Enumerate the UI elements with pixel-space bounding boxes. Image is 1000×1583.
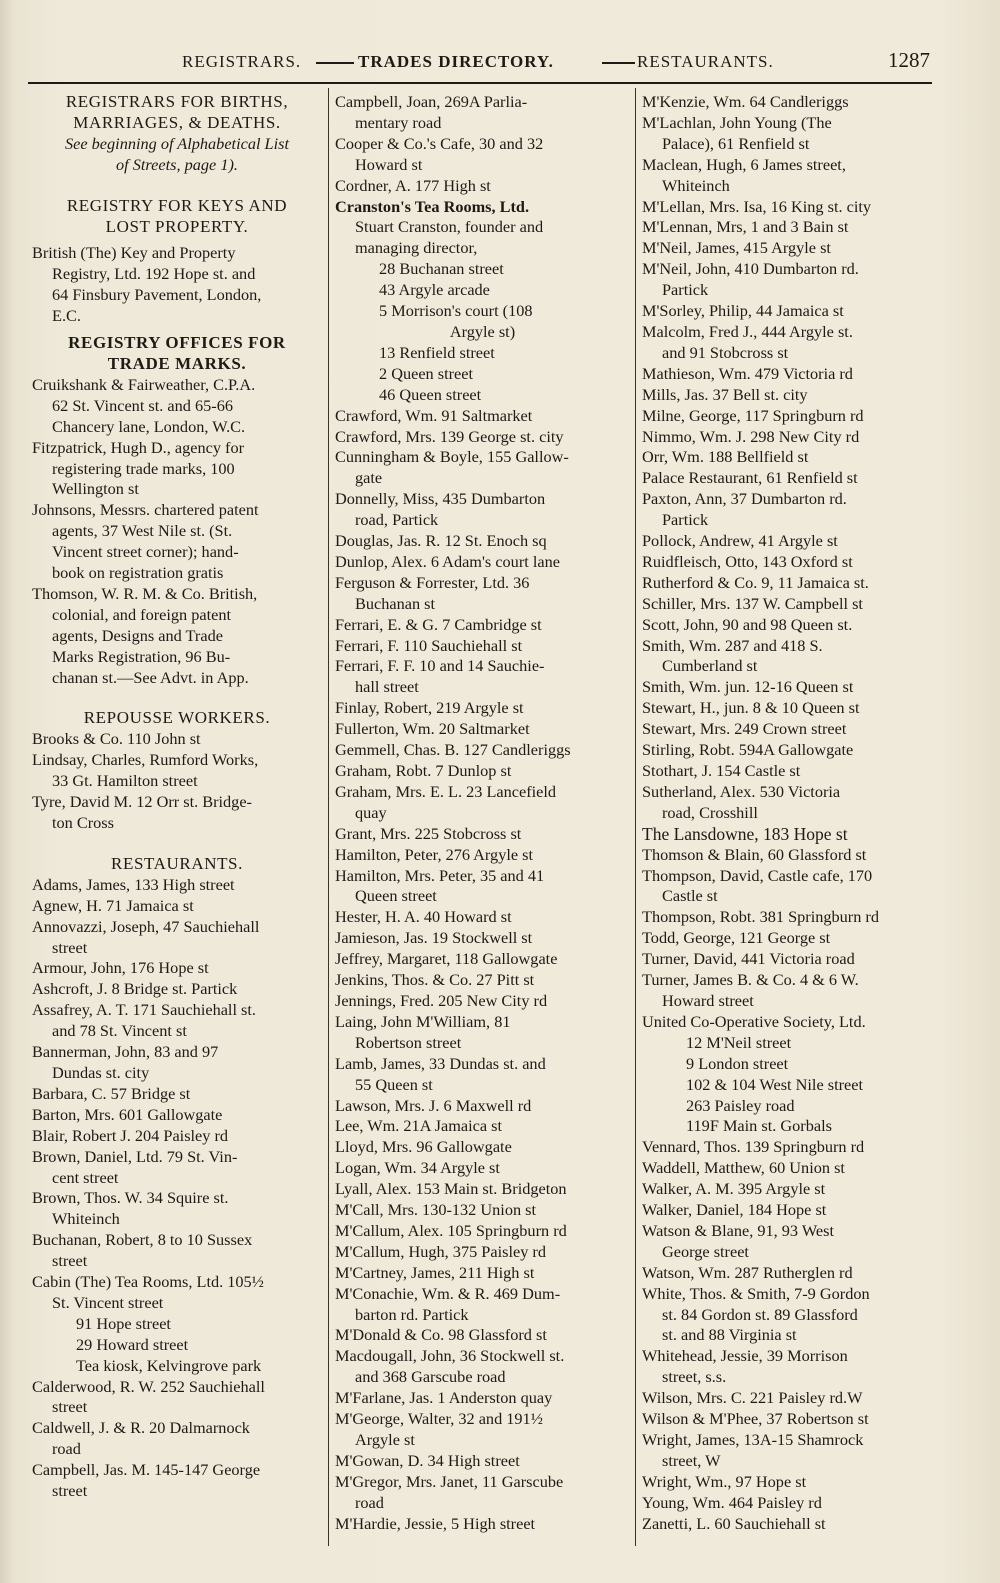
directory-entry: M'Sorley, Philip, 44 Jamaica st <box>642 301 844 321</box>
directory-entry: Wilson, Mrs. C. 221 Paisley rd.W <box>642 1388 863 1408</box>
entry-continuation: ton Cross <box>52 813 114 832</box>
entry-continuation: colonial, and foreign patent <box>52 604 232 624</box>
section-heading: REGISTRARS FOR BIRTHS, <box>65 92 289 111</box>
entry-continuation: hall street <box>355 677 419 697</box>
directory-entry: Ferguson & Forrester, Ltd. 36 <box>335 572 530 592</box>
directory-entry: Pollock, Andrew, 41 Argyle st <box>642 531 838 551</box>
directory-entry: M'Lellan, Mrs. Isa, 16 King st. city <box>642 196 872 216</box>
directory-entry: Thomson & Blain, 60 Glassford st <box>642 844 867 864</box>
directory-entry: Stewart, Mrs. 249 Crown street <box>642 719 847 739</box>
directory-entry: Cunningham & Boyle, 155 Gallow- <box>335 447 569 467</box>
entry-continuation: road <box>355 1492 384 1512</box>
branch-address: 91 Hope street <box>76 1313 171 1333</box>
directory-entry: Mills, Jas. 37 Bell st. city <box>642 384 808 404</box>
directory-entry: Thompson, David, Castle cafe, 170 <box>642 865 873 885</box>
directory-entry: Wright, Wm., 97 Hope st <box>642 1471 807 1491</box>
entry-continuation: agents, 37 West Nile st. (St. <box>52 521 233 541</box>
directory-entry: The Lansdowne, 183 Hope st <box>642 823 848 844</box>
directory-entry: Grant, Mrs. 225 Stobcross st <box>335 823 522 843</box>
branch-address: 43 Argyle arcade <box>379 280 490 300</box>
column-divider <box>328 88 329 1546</box>
directory-entry: Cooper & Co.'s Cafe, 30 and 32 <box>335 133 544 153</box>
branch-address: 102 & 104 West Nile street <box>686 1074 864 1094</box>
directory-entry: Turner, David, 441 Victoria road <box>642 949 855 969</box>
cross-reference-note: of Streets, page 1). <box>116 154 238 174</box>
header-right: RESTAURANTS. <box>637 52 774 71</box>
directory-entry: White, Thos. & Smith, 7-9 Gordon <box>642 1283 870 1303</box>
directory-entry: Hamilton, Peter, 276 Argyle st <box>335 844 534 864</box>
directory-entry: Zanetti, L. 60 Sauchiehall st <box>642 1513 826 1533</box>
directory-entry: Fullerton, Wm. 20 Saltmarket <box>335 719 530 739</box>
directory-entry: M'Kenzie, Wm. 64 Candleriggs <box>642 92 849 111</box>
directory-entry: M'Callum, Hugh, 375 Paisley rd <box>335 1241 546 1261</box>
directory-entry: Walker, Daniel, 184 Hope st <box>642 1200 827 1220</box>
directory-entry: Assafrey, A. T. 171 Sauchiehall st. <box>32 1000 256 1020</box>
entry-continuation: Howard street <box>662 990 754 1010</box>
directory-entry: Crawford, Mrs. 139 George st. city <box>335 426 564 446</box>
directory-entry: Smith, Wm. jun. 12-16 Queen st <box>642 677 854 697</box>
directory-entry: Walker, A. M. 395 Argyle st <box>642 1179 826 1199</box>
entry-continuation: gate <box>355 468 383 488</box>
branch-address: 28 Buchanan street <box>379 259 504 279</box>
entry-continuation: St. Vincent street <box>52 1292 164 1312</box>
directory-entry: Orr, Wm. 188 Bellfield st <box>642 447 809 467</box>
branch-address: 5 Morrison's court (108 <box>379 301 533 321</box>
directory-entry: Lawson, Mrs. J. 6 Maxwell rd <box>335 1095 532 1115</box>
directory-entry: Wright, James, 13A-15 Shamrock <box>642 1430 864 1449</box>
directory-entry: Ashcroft, J. 8 Bridge st. Partick <box>32 979 238 999</box>
directory-entry: Armour, John, 176 Hope st <box>32 958 209 978</box>
directory-entry: Macdougall, John, 36 Stockwell st. <box>335 1346 565 1366</box>
entry-continuation: Stuart Cranston, founder and <box>355 217 544 237</box>
entry-continuation: Dundas st. city <box>52 1062 150 1082</box>
directory-entry: Annovazzi, Joseph, 47 Sauchiehall <box>32 916 260 936</box>
entry-continuation: Castle st <box>662 886 718 906</box>
directory-entry: M'Donald & Co. 98 Glassford st <box>335 1325 547 1345</box>
directory-entry: Cordner, A. 177 High st <box>335 175 491 195</box>
directory-entry: Thompson, Robt. 381 Springburn rd <box>642 907 879 927</box>
entry-continuation: road <box>52 1439 81 1459</box>
branch-address: 119F Main st. Gorbals <box>686 1116 832 1136</box>
directory-entry: Stothart, J. 154 Castle st <box>642 761 801 780</box>
entry-continuation: road, Crosshill <box>662 802 758 822</box>
directory-entry: Buchanan, Robert, 8 to 10 Sussex <box>32 1230 253 1250</box>
directory-entry: Johnsons, Messrs. chartered patent <box>32 500 259 520</box>
entry-continuation: st. 84 Gordon st. 89 Glassford <box>662 1304 858 1324</box>
branch-address: 2 Queen street <box>379 363 474 383</box>
directory-entry: Lindsay, Charles, Rumford Works, <box>32 750 259 770</box>
directory-entry: Donnelly, Miss, 435 Dumbarton <box>335 489 546 509</box>
directory-entry: Whitehead, Jessie, 39 Morrison <box>642 1346 848 1366</box>
directory-entry: Lamb, James, 33 Dundas st. and <box>335 1053 546 1073</box>
directory-entry: Sutherland, Alex. 530 Victoria <box>642 781 841 801</box>
directory-entry: M'Neil, John, 410 Dumbarton rd. <box>642 259 859 279</box>
directory-entry: Blair, Robert J. 204 Paisley rd <box>32 1125 229 1145</box>
entry-continuation: Registry, Ltd. 192 Hope st. and <box>52 264 256 284</box>
directory-entry: Young, Wm. 464 Paisley rd <box>642 1492 822 1512</box>
directory-entry: Gemmell, Chas. B. 127 Candleriggs <box>335 740 571 760</box>
directory-entry: Barbara, C. 57 Bridge st <box>32 1083 191 1103</box>
entry-continuation: 55 Queen st <box>355 1074 433 1094</box>
directory-entry: M'Call, Mrs. 130-132 Union st <box>335 1200 537 1220</box>
entry-continuation: quay <box>355 802 387 822</box>
directory-entry: Hamilton, Mrs. Peter, 35 and 41 <box>335 865 545 885</box>
cross-reference-note: See beginning of Alphabetical List <box>65 133 289 153</box>
column-2 <box>335 92 630 1535</box>
directory-entry: Schiller, Mrs. 137 W. Campbell st <box>642 593 863 613</box>
entry-continuation: Wellington st <box>52 479 139 499</box>
directory-entry: M'Neil, James, 415 Argyle st <box>642 238 831 258</box>
directory-entry: Hester, H. A. 40 Howard st <box>335 907 512 927</box>
directory-entry: Ferrari, F. F. 10 and 14 Sauchie- <box>335 656 545 676</box>
directory-entry: Cabin (The) Tea Rooms, Ltd. 105½ <box>32 1272 264 1292</box>
section-heading: MARRIAGES, & DEATHS. <box>73 112 281 132</box>
directory-entry: Jenkins, Thos. & Co. 27 Pitt st <box>335 970 535 990</box>
directory-entry: Fitzpatrick, Hugh D., agency for <box>32 437 245 457</box>
entry-continuation: 33 Gt. Hamilton street <box>52 771 198 791</box>
section-gap <box>32 688 322 708</box>
entry-continuation: 62 St. Vincent st. and 65-66 <box>52 395 233 415</box>
section-heading: REGISTRY OFFICES FOR <box>68 333 286 353</box>
entry-continuation: and 91 Stobcross st <box>662 342 789 362</box>
section-heading: REGISTRY FOR KEYS AND <box>66 195 288 215</box>
directory-entry: Graham, Mrs. E. L. 23 Lancefield <box>335 781 557 801</box>
directory-entry: Waddell, Matthew, 60 Union st <box>642 1158 845 1178</box>
header-left: REGISTRARS. <box>182 52 302 71</box>
entry-continuation: book on registration gratis <box>52 563 224 583</box>
directory-entry: Brown, Thos. W. 34 Squire st. <box>32 1188 229 1208</box>
directory-entry: Ruidfleisch, Otto, 143 Oxford st <box>642 551 853 571</box>
directory-entry: M'Conachie, Wm. & R. 469 Dum- <box>335 1283 561 1303</box>
column-1 <box>32 92 322 1502</box>
entry-continuation: Partick <box>662 280 709 300</box>
directory-entry: M'Lennan, Mrs, 1 and 3 Bain st <box>642 217 849 237</box>
directory-entry: Jeffrey, Margaret, 118 Gallowgate <box>335 949 558 969</box>
entry-continuation: E.C. <box>52 306 81 326</box>
directory-entry: Jamieson, Jas. 19 Stockwell st <box>335 928 533 948</box>
column-divider <box>635 88 636 1546</box>
page-number: 1287 <box>888 48 930 72</box>
branch-address: 9 London street <box>686 1053 789 1073</box>
directory-entry: Thomson, W. R. M. & Co. British, <box>32 583 258 603</box>
directory-entry: Crawford, Wm. 91 Saltmarket <box>335 405 533 425</box>
directory-entry: Paxton, Ann, 37 Dumbarton rd. <box>642 489 847 509</box>
section-heading: RESTAURANTS. <box>111 853 243 873</box>
directory-entry: Cruikshank & Fairweather, C.P.A. <box>32 374 256 394</box>
entry-continuation: street, s.s. <box>662 1367 727 1387</box>
directory-entry: Stirling, Robt. 594A Gallowgate <box>642 740 854 760</box>
column-3 <box>642 92 932 1535</box>
directory-entry: Maclean, Hugh, 6 James street, <box>642 154 846 174</box>
directory-entry: Barton, Mrs. 601 Gallowgate <box>32 1104 223 1124</box>
directory-entry: Campbell, Joan, 269A Parlia- <box>335 92 528 111</box>
directory-entry: Argyle st) <box>449 321 516 341</box>
header-rule <box>28 82 932 84</box>
entry-continuation: street <box>52 1251 88 1271</box>
section-gap <box>32 176 322 196</box>
directory-entry: Vennard, Thos. 139 Springburn rd <box>642 1137 865 1157</box>
entry-continuation: Cumberland st <box>662 656 758 676</box>
entry-continuation: registering trade marks, 100 <box>52 458 235 478</box>
directory-entry: Todd, George, 121 George st <box>642 928 831 948</box>
entry-continuation: st. and 88 Virginia st <box>662 1325 797 1345</box>
directory-entry: Lloyd, Mrs. 96 Gallowgate <box>335 1137 512 1157</box>
entry-continuation: Queen street <box>355 886 437 906</box>
directory-entry: Brown, Daniel, Ltd. 79 St. Vin- <box>32 1146 238 1166</box>
entry-continuation: and 78 St. Vincent st <box>52 1021 187 1041</box>
entry-continuation: Partick <box>662 510 709 530</box>
directory-entry: Malcolm, Fred J., 444 Argyle st. <box>642 321 853 341</box>
entry-continuation: George street <box>662 1241 749 1261</box>
directory-entry: M'Cartney, James, 211 High st <box>335 1262 535 1282</box>
directory-entry: Mathieson, Wm. 479 Victoria rd <box>642 363 853 383</box>
directory-entry: M'Callum, Alex. 105 Springburn rd <box>335 1220 567 1240</box>
entry-continuation: Howard st <box>355 154 423 174</box>
directory-entry: M'Gregor, Mrs. Janet, 11 Garscube <box>335 1471 564 1491</box>
directory-entry: Smith, Wm. 287 and 418 S. <box>642 635 823 655</box>
directory-entry: Stewart, H., jun. 8 & 10 Queen st <box>642 698 860 718</box>
entry-continuation: Robertson street <box>355 1032 462 1052</box>
branch-address: 12 M'Neil street <box>686 1032 792 1052</box>
branch-address: 29 Howard street <box>76 1334 189 1354</box>
directory-entry: United Co-Operative Society, Ltd. <box>642 1011 866 1031</box>
header-center: TRADES DIRECTORY. <box>358 52 554 71</box>
section-heading: REPOUSSE WORKERS. <box>83 708 271 728</box>
entry-continuation: Argyle st <box>355 1430 415 1449</box>
directory-entry: Adams, James, 133 High street <box>32 874 235 894</box>
entry-continuation: agents, Designs and Trade <box>52 625 223 645</box>
directory-entry: Lee, Wm. 21A Jamaica st <box>335 1116 502 1136</box>
directory-entry: Calderwood, R. W. 252 Sauchiehall <box>32 1376 265 1396</box>
entry-continuation: street, W <box>662 1450 721 1470</box>
entry-continuation: street <box>52 1397 88 1417</box>
directory-entry: Dunlop, Alex. 6 Adam's court lane <box>335 551 560 571</box>
entry-continuation: managing director, <box>355 238 478 258</box>
directory-entry: Ferrari, E. & G. 7 Cambridge st <box>335 614 542 634</box>
directory-entry: Wilson & M'Phee, 37 Robertson st <box>642 1409 869 1429</box>
branch-address: 13 Renfield street <box>379 342 495 362</box>
entry-continuation: Buchanan st <box>355 593 436 613</box>
entry-continuation: road, Partick <box>355 510 439 530</box>
directory-entry: Campbell, Jas. M. 145-147 George <box>32 1460 261 1480</box>
directory-entry: Finlay, Robert, 219 Argyle st <box>335 698 524 718</box>
directory-entry: Ferrari, F. 110 Sauchiehall st <box>335 635 523 655</box>
entry-continuation: Marks Registration, 96 Bu- <box>52 646 231 666</box>
directory-entry: M'Hardie, Jessie, 5 High street <box>335 1513 536 1533</box>
entry-continuation: Whiteinch <box>662 175 730 195</box>
header-dash <box>316 62 354 64</box>
directory-entry: M'Farlane, Jas. 1 Anderston quay <box>335 1388 553 1408</box>
directory-entry: Jennings, Fred. 205 New City rd <box>335 990 548 1010</box>
entry-continuation: and 368 Garscube road <box>355 1367 506 1387</box>
directory-entry: Tyre, David M. 12 Orr st. Bridge- <box>32 792 252 812</box>
directory-entry: Cranston's Tea Rooms, Ltd. <box>335 196 530 216</box>
branch-address: Tea kiosk, Kelvingrove park <box>76 1355 262 1375</box>
directory-entry: M'Gowan, D. 34 High street <box>335 1450 520 1470</box>
header-dash <box>602 62 635 64</box>
directory-entry: Graham, Robt. 7 Dunlop st <box>335 761 512 780</box>
branch-address: 263 Paisley road <box>686 1095 795 1115</box>
directory-entry: Agnew, H. 71 Jamaica st <box>32 895 194 915</box>
directory-entry: Milne, George, 117 Springburn rd <box>642 405 864 425</box>
section-heading: LOST PROPERTY. <box>105 216 249 236</box>
directory-entry: Laing, John M'William, 81 <box>335 1011 511 1031</box>
directory-entry: M'Lachlan, John Young (The <box>642 112 832 132</box>
entry-continuation: Chancery lane, London, W.C. <box>52 416 246 436</box>
entry-continuation: Vincent street corner); hand- <box>52 542 239 562</box>
directory-entry: Nimmo, Wm. J. 298 New City rd <box>642 426 860 446</box>
entry-continuation: Whiteinch <box>52 1209 120 1229</box>
entry-continuation: Palace), 61 Renfield st <box>662 133 810 153</box>
directory-entry: Watson & Blane, 91, 93 West <box>642 1220 834 1240</box>
entry-continuation: cent street <box>52 1167 119 1187</box>
entry-continuation: street <box>52 937 88 957</box>
directory-entry: M'George, Walter, 32 and 191½ <box>335 1409 543 1429</box>
directory-entry: Lyall, Alex. 153 Main st. Bridgeton <box>335 1179 567 1199</box>
entry-continuation: 64 Finsbury Pavement, London, <box>52 285 262 305</box>
directory-entry: British (The) Key and Property <box>32 243 236 263</box>
section-heading: TRADE MARKS. <box>107 353 247 373</box>
directory-entry: Turner, James B. & Co. 4 & 6 W. <box>642 970 859 990</box>
directory-entry: Bannerman, John, 83 and 97 <box>32 1042 219 1062</box>
directory-entry: Logan, Wm. 34 Argyle st <box>335 1158 500 1178</box>
directory-entry: Brooks & Co. 110 John st <box>32 729 201 749</box>
directory-entry: Douglas, Jas. R. 12 St. Enoch sq <box>335 531 547 551</box>
directory-entry: Caldwell, J. & R. 20 Dalmarnock <box>32 1418 250 1438</box>
running-header <box>170 48 930 82</box>
section-gap <box>32 834 322 854</box>
entry-continuation: mentary road <box>355 112 442 132</box>
directory-entry: Rutherford & Co. 9, 11 Jamaica st. <box>642 572 869 592</box>
directory-entry: Watson, Wm. 287 Rutherglen rd <box>642 1262 853 1282</box>
directory-entry: Scott, John, 90 and 98 Queen st. <box>642 614 853 634</box>
entry-continuation: barton rd. Partick <box>355 1304 469 1324</box>
directory-entry: Palace Restaurant, 61 Renfield st <box>642 468 858 488</box>
branch-address: 46 Queen street <box>379 384 482 404</box>
entry-continuation: chanan st.—See Advt. in App. <box>52 667 249 687</box>
entry-continuation: street <box>52 1481 88 1501</box>
